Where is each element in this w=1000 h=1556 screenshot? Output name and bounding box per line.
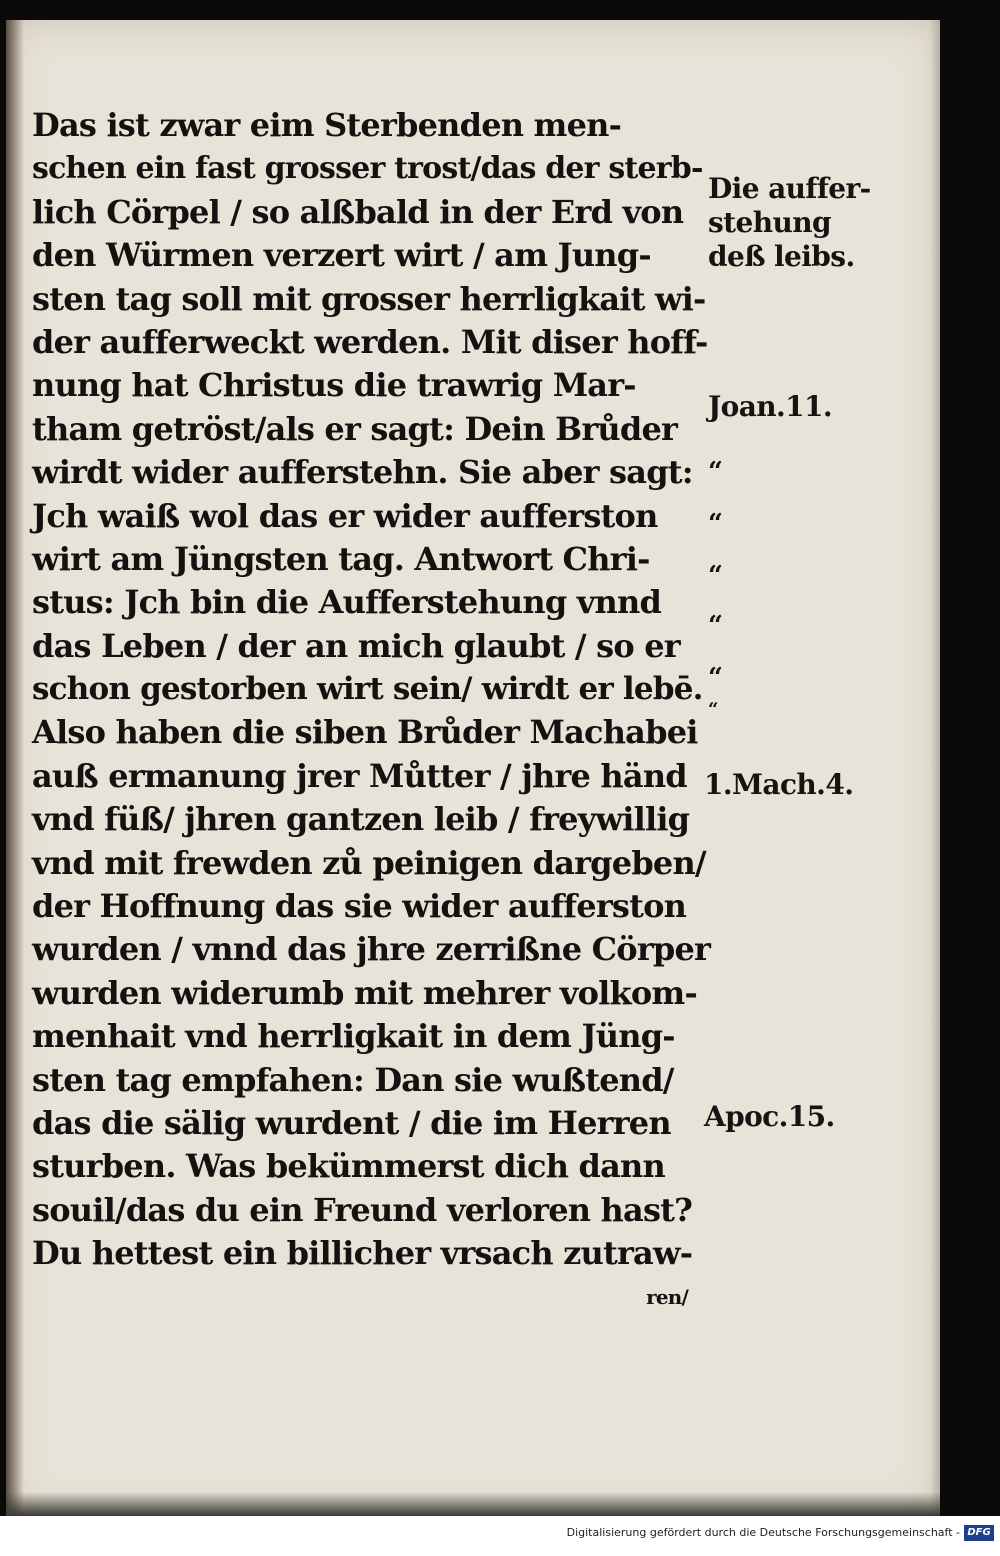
text-line: das Leben / der an mich glaubt / so er — [32, 626, 680, 665]
text-line: sten tag soll mit grosser herrligkait wi- — [32, 279, 706, 318]
text-line: der aufferweckt werden. Mit diser hoff- — [32, 322, 708, 361]
quote-mark: “ — [708, 457, 723, 487]
text-line: Du hettest ein billicher vrsach zutraw- — [32, 1234, 693, 1273]
text-line: menhait vnd herrligkait in dem Jüng- — [32, 1017, 675, 1056]
page-bottom-edge — [6, 1492, 940, 1516]
footer-credit: Digitalisierung gefördert durch die Deutsche Forschungsgemeinschaft - — [566, 1526, 960, 1539]
text-line: ren/ — [646, 1284, 688, 1309]
text-line: schon gestorben wirt sein/ wirdt er lebē. — [32, 671, 703, 708]
dfg-logo-icon: DFG — [964, 1525, 994, 1541]
margin-note-line: deß leibs. — [708, 240, 855, 273]
text-line: Das ist zwar eim Sterbenden men- — [32, 106, 622, 144]
margin-note-mach: 1.Mach.4. — [704, 768, 854, 801]
text-line: der Hoffnung das sie wider aufferston — [32, 887, 687, 926]
margin-note-apoc: Apoc.15. — [704, 1100, 835, 1133]
quote-mark: “ — [708, 663, 723, 693]
margin-note-line: Die auffer- — [708, 172, 871, 205]
text-line: sturben. Was bekümmerst dich dann — [32, 1147, 665, 1186]
text-line: den Würmen verzert wirt / am Jung- — [32, 236, 651, 275]
text-line: souil/das du ein Freund verloren hast? — [32, 1190, 693, 1229]
page-spine-shadow — [6, 20, 24, 1516]
margin-note-resurrection — [708, 172, 871, 274]
text-line: wurden / vnnd das jhre zerrißne Cörper — [32, 930, 711, 969]
text-line: Also haben die siben Brůder Machabei — [32, 713, 698, 752]
text-line: Jch waiß wol das er wider aufferston — [32, 496, 658, 535]
text-line: wurden widerumb mit mehrer volkom- — [32, 973, 697, 1012]
text-line: das die sälig wurdent / die im Herren — [32, 1103, 671, 1142]
footer-bar — [0, 1516, 1000, 1556]
text-line: wirt am Jüngsten tag. Antwort Chri- — [32, 539, 650, 578]
text-line: auß ermanung jrer Můtter / jhre händ — [32, 756, 687, 795]
quote-mark: “ — [708, 611, 723, 641]
text-line: wirdt wider aufferstehn. Sie aber sagt: — [32, 453, 693, 492]
text-line: vnd füß/ jhren gantzen leib / freywillig — [32, 800, 690, 839]
page-edge — [930, 20, 940, 1516]
text-line: stus: Jch bin die Aufferstehung vnnd — [32, 583, 662, 622]
margin-note-line: stehung — [708, 206, 831, 239]
margin-note-joan: Joan.11. — [708, 390, 833, 423]
quote-mark: “ — [708, 509, 723, 539]
text-line: nung hat Christus die trawrig Mar- — [32, 366, 636, 405]
text-line: vnd mit frewden zů peinigen dargeben/ — [32, 843, 706, 882]
text-line: lich Cörpel / so alßbald in der Erd von — [32, 192, 684, 231]
text-line: tham getröst/als er sagt: Dein Brůder — [32, 409, 678, 448]
text-line: sten tag empfahen: Dan sie wußtend/ — [32, 1060, 674, 1099]
quote-mark: “ — [708, 699, 719, 720]
text-line: schen ein fast grosser trost/das der sterb- — [32, 151, 703, 187]
body-text — [32, 104, 712, 1319]
quote-mark: “ — [708, 561, 723, 591]
